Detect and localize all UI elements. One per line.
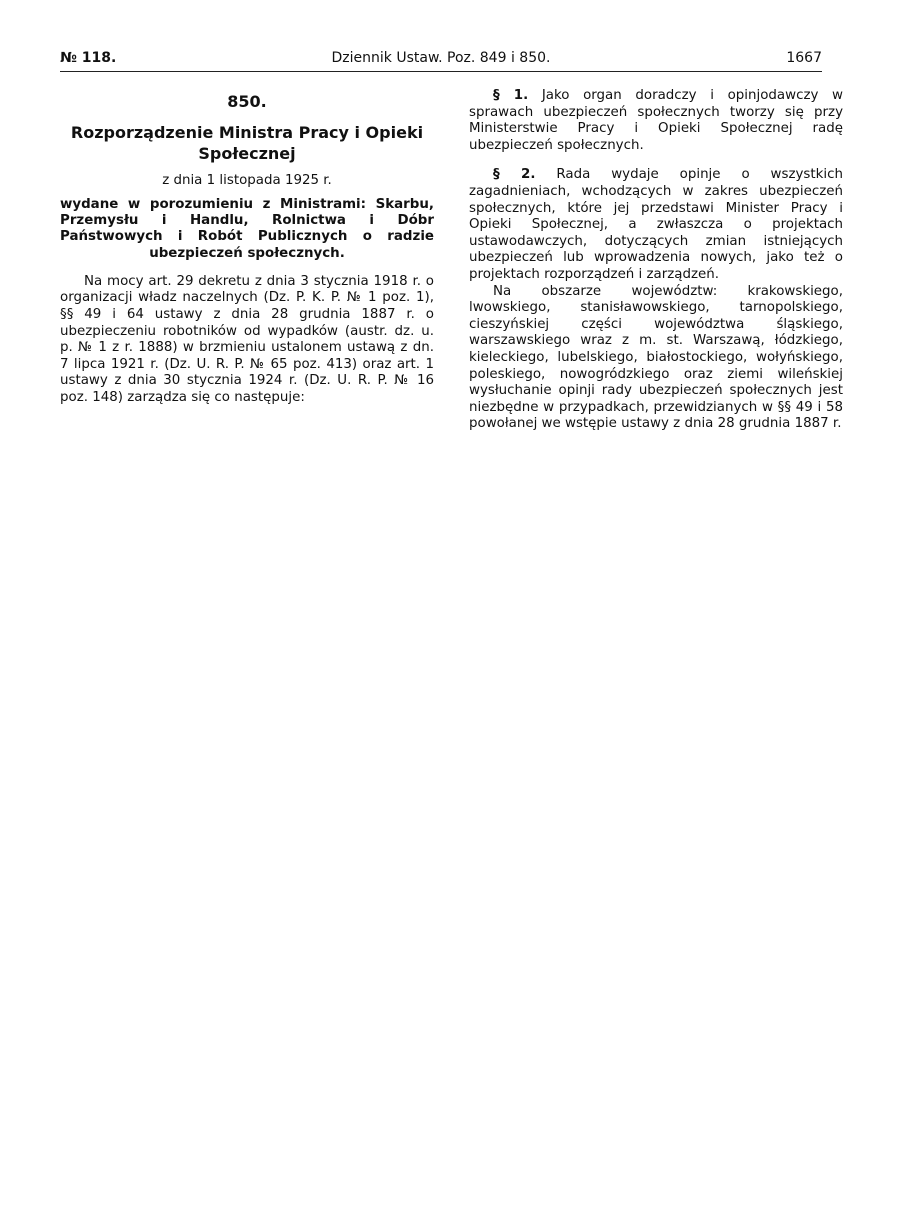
section-2-label: § 2. — [493, 167, 536, 183]
section-1-label: § 1. — [493, 88, 529, 103]
journal-title: Dziennik Ustaw. Poz. 849 i 850. — [331, 50, 551, 66]
page-header — [60, 48, 822, 68]
section-2-paragraph — [469, 167, 843, 283]
section-2-paragraph-2: Na obszarze województw: krakowskiego, lwowskiego, stanisławowskiego, tarnopolskiego, cieszyńskiej części województwa śląskiego, warszawskiego wraz z m. st. Warszawą, łódzkiego, kieleckiego, lubelskiego, białostockiego, wołyńskiego, poleskiego, nowogródzkiego oraz ziemi wileńskiej wysłuchanie opinji rady ubezpieczeń społecznych jest niezbędne w przypadkach, przewidzianych w §§ 49 i 58 powołanej we wstępie ustawy z dnia 28 grudnia 1887 r. — [469, 283, 843, 432]
section-1-paragraph — [469, 88, 843, 154]
right-column — [469, 88, 843, 433]
header-rule — [60, 71, 822, 72]
section-2-text: Rada wydaje opinje o wszystkich zagadnieniach, wchodzących w zakres ubezpieczeń społecznych, które jej przedstawi Minister Pracy i Opieki Społecznej, a zwłaszcza o projektach ustawodawczych, dotyczących zmian istniejących ubezpieczeń lub wprowadzenia nowych, jako też o projektach rozporządzeń i zarządzeń. — [469, 167, 843, 282]
page-number: 1667 — [786, 50, 822, 66]
act-title: Rozporządzenie Ministra Pracy i Opieki Społecznej — [70, 123, 424, 163]
left-column — [60, 88, 434, 407]
section-1-text: Jako organ doradczy i opinjodawczy w sprawach ubezpieczeń społecznych tworzy się przy Ministerstwie Pracy i Opieki Społecznej radę ubezpieczeń społecznych. — [469, 88, 843, 153]
preamble-paragraph: Na mocy art. 29 dekretu z dnia 3 stycznia 1918 r. o organizacji władz naczelnych (Dz. P. K. P. № 1 poz. 1), §§ 49 i 64 ustawy z dnia 28 grudnia 1887 r. o ubezpieczeniu robotników od wypadków (austr. dz. u. p. № 1 z r. 1888) w brzmieniu ustalonem ustawą z dn. 7 lipca 1921 r. (Dz. U. R. P. № 65 poz. 413) oraz art. 1 ustawy z dnia 30 stycznia 1924 r. (Dz. U. R. P. № 16 poz. 148) zarządza się co następuje: — [60, 273, 434, 405]
act-number: 850. — [227, 92, 267, 111]
act-date: z dnia 1 listopada 1925 r. — [162, 173, 332, 188]
act-subtitle: wydane w porozumieniu z Ministrami: Skarbu, Przemysłu i Handlu, Rolnictwa i Dóbr Państwowych i Robót Publicznych o radzie ubezpieczeń społecznych. — [60, 197, 434, 261]
issue-number: № 118. — [60, 50, 117, 66]
